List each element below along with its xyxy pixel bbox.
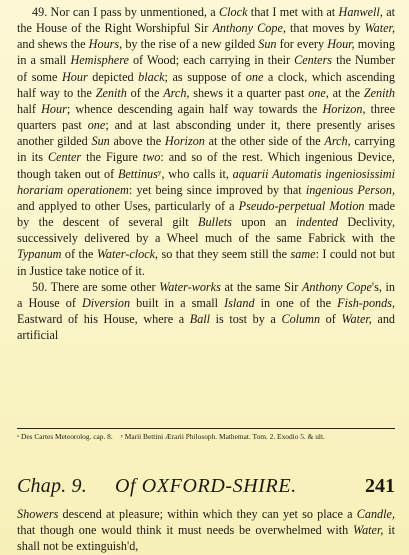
text-run: and artificial: [17, 311, 396, 343]
text-run: : I could not but in Justice take notice of it.: [17, 247, 395, 278]
italic-text: Clock: [219, 5, 248, 19]
text-run: three quarters past: [17, 101, 395, 133]
italic-text: Hanwell,: [338, 5, 383, 19]
paragraph-body: [17, 5, 395, 278]
text-run: There are some other: [47, 279, 160, 294]
italic-text: ingenious Person,: [305, 182, 395, 197]
text-run: moving in a small: [17, 37, 395, 68]
footnote-line: [17, 432, 395, 443]
italic-text: one: [245, 69, 264, 84]
italic-text: black: [138, 69, 165, 84]
text-run: the Figure: [81, 150, 143, 165]
italic-text: Anthony Cope,: [212, 21, 286, 36]
italic-text: Ball: [189, 311, 211, 326]
italic-text: Candle,: [356, 507, 395, 521]
italic-text: Hour: [41, 101, 67, 116]
italic-text: indented: [296, 215, 338, 230]
text-run: and applyed to other Uses, particularly of a: [17, 198, 239, 213]
text-run: at the: [328, 85, 364, 100]
text-run: ; as suppose of: [164, 69, 246, 84]
text-run: at the House of the Right Worshipful Sir: [17, 5, 395, 36]
text-run: that I met with at: [247, 5, 339, 19]
italic-text: one,: [308, 85, 329, 100]
text-run: : yet being since improved by that: [128, 182, 306, 197]
text-run: built in a small: [130, 295, 225, 310]
page-number: 241: [365, 475, 395, 497]
text-run: depicted: [87, 69, 139, 84]
text-run: of the: [61, 247, 97, 262]
footnote-x: ˣ Des Cartes Meteorolog. cap. 8.: [17, 432, 113, 441]
paragraph-49: [17, 4, 395, 279]
text-run: of the: [126, 85, 164, 100]
paragraph-continuation: [17, 506, 395, 554]
italic-text: Hour,: [327, 37, 355, 52]
italic-text: Horizon: [164, 134, 205, 149]
paragraph-body: [17, 280, 395, 342]
italic-text: Pseudo-perpetual Motion: [238, 198, 365, 213]
italic-text: Hemisphere: [70, 53, 129, 68]
next-page-text: [17, 506, 395, 554]
text-run: Eastward of his House, where a: [17, 311, 190, 326]
italic-text: Arch,: [324, 134, 351, 149]
italic-text: Sun: [258, 37, 277, 52]
text-run: in one of the: [254, 295, 338, 310]
italic-text: Water,: [353, 523, 384, 538]
italic-text: Typanum: [17, 247, 62, 262]
text-run: made by the descent of several gilt: [17, 198, 395, 230]
text-run: that though one would think it must needs be overwhelmed with: [17, 523, 354, 538]
text-run: that moves by: [285, 21, 365, 36]
italic-text: Bullets: [198, 215, 232, 230]
text-run: ; and at last absconding under it, there presently arises another gilded: [17, 118, 396, 149]
text-run: the Number of some: [17, 53, 395, 84]
text-run: a clock, which ascending half way to the: [17, 69, 395, 100]
page-title: Of OXFORD-SHIRE.: [115, 475, 297, 497]
running-header: [17, 473, 395, 503]
italic-text: Fish-ponds,: [337, 295, 396, 310]
chapter-label: Chap. 9.: [17, 475, 87, 497]
italic-text: Diversion: [81, 295, 131, 310]
paragraph-number: 50.: [32, 279, 48, 294]
italic-text: Arch,: [163, 85, 190, 100]
italic-text: Column: [281, 311, 321, 326]
italic-text: Bettinus: [117, 166, 158, 181]
text-run: above the: [109, 134, 165, 149]
italic-text: Hour: [62, 69, 88, 84]
text-run: at the other side of the: [204, 134, 325, 149]
footnotes: [17, 428, 395, 443]
paragraph-number: 49.: [32, 5, 48, 19]
italic-text: Horizon,: [322, 101, 366, 116]
text-run: and shews the: [17, 37, 89, 52]
text-run: is tost by a: [210, 311, 282, 326]
text-run: for every: [276, 37, 328, 52]
main-text: [17, 4, 395, 343]
italic-text: Anthony Cope: [301, 279, 372, 294]
italic-text: Water,: [341, 311, 372, 326]
paragraph-50: [17, 279, 395, 344]
italic-text: Center: [47, 150, 82, 165]
text-run: ; whence descending again half way towards the: [66, 101, 323, 116]
italic-text: Island: [224, 295, 255, 310]
text-run: carrying in its: [17, 134, 395, 165]
italic-text: Zenith: [95, 85, 127, 100]
italic-text: Water,: [364, 21, 395, 36]
text-run: ʸ, who calls it,: [157, 166, 233, 181]
text-run: : and so of the rest. Which ingenious Device, though taken out of: [17, 150, 395, 181]
text-run: by the rise of a new gilded: [122, 37, 259, 52]
italic-text: Hours,: [88, 37, 123, 52]
footnote-y: ʸ Marii Bettini Ærarii Philosoph. Mathemat. Tom. 2. Exodio 5. & ult.: [120, 432, 325, 441]
text-run: descend at pleasure; within which they can yet so place a: [58, 507, 357, 521]
text-run: 's, in a House of: [17, 279, 396, 310]
italic-text: two: [142, 150, 161, 165]
text-run: of Wood; each carrying in their: [128, 53, 295, 68]
text-run: Nor can I pass by unmentioned, a: [47, 5, 220, 19]
italic-text: same: [290, 247, 316, 262]
text-run: it shall not be extinguish'd,: [17, 523, 395, 554]
paragraph-body: [17, 507, 395, 553]
italic-text: Showers: [17, 507, 59, 521]
text-run: shews it a quarter past: [189, 85, 309, 100]
text-run: at the same Sir: [220, 279, 302, 294]
text-run: half: [17, 101, 42, 116]
italic-text: Centers: [294, 53, 333, 68]
text-run: upon an: [231, 215, 296, 230]
text-run: of: [320, 311, 342, 326]
italic-text: Zenith: [363, 85, 395, 100]
text-run: so that they seem still the: [158, 247, 291, 262]
italic-text: one: [87, 118, 106, 133]
italic-text: Water-works: [159, 279, 221, 294]
italic-text: aquarii Automatis ingeniosissimi horariam operationem: [17, 166, 395, 197]
text-run: Declivity, successively delivered by a Wheel much of the same Fabrick with the: [17, 215, 395, 246]
italic-text: Sun: [91, 134, 110, 149]
italic-text: Water-clock,: [96, 247, 159, 262]
